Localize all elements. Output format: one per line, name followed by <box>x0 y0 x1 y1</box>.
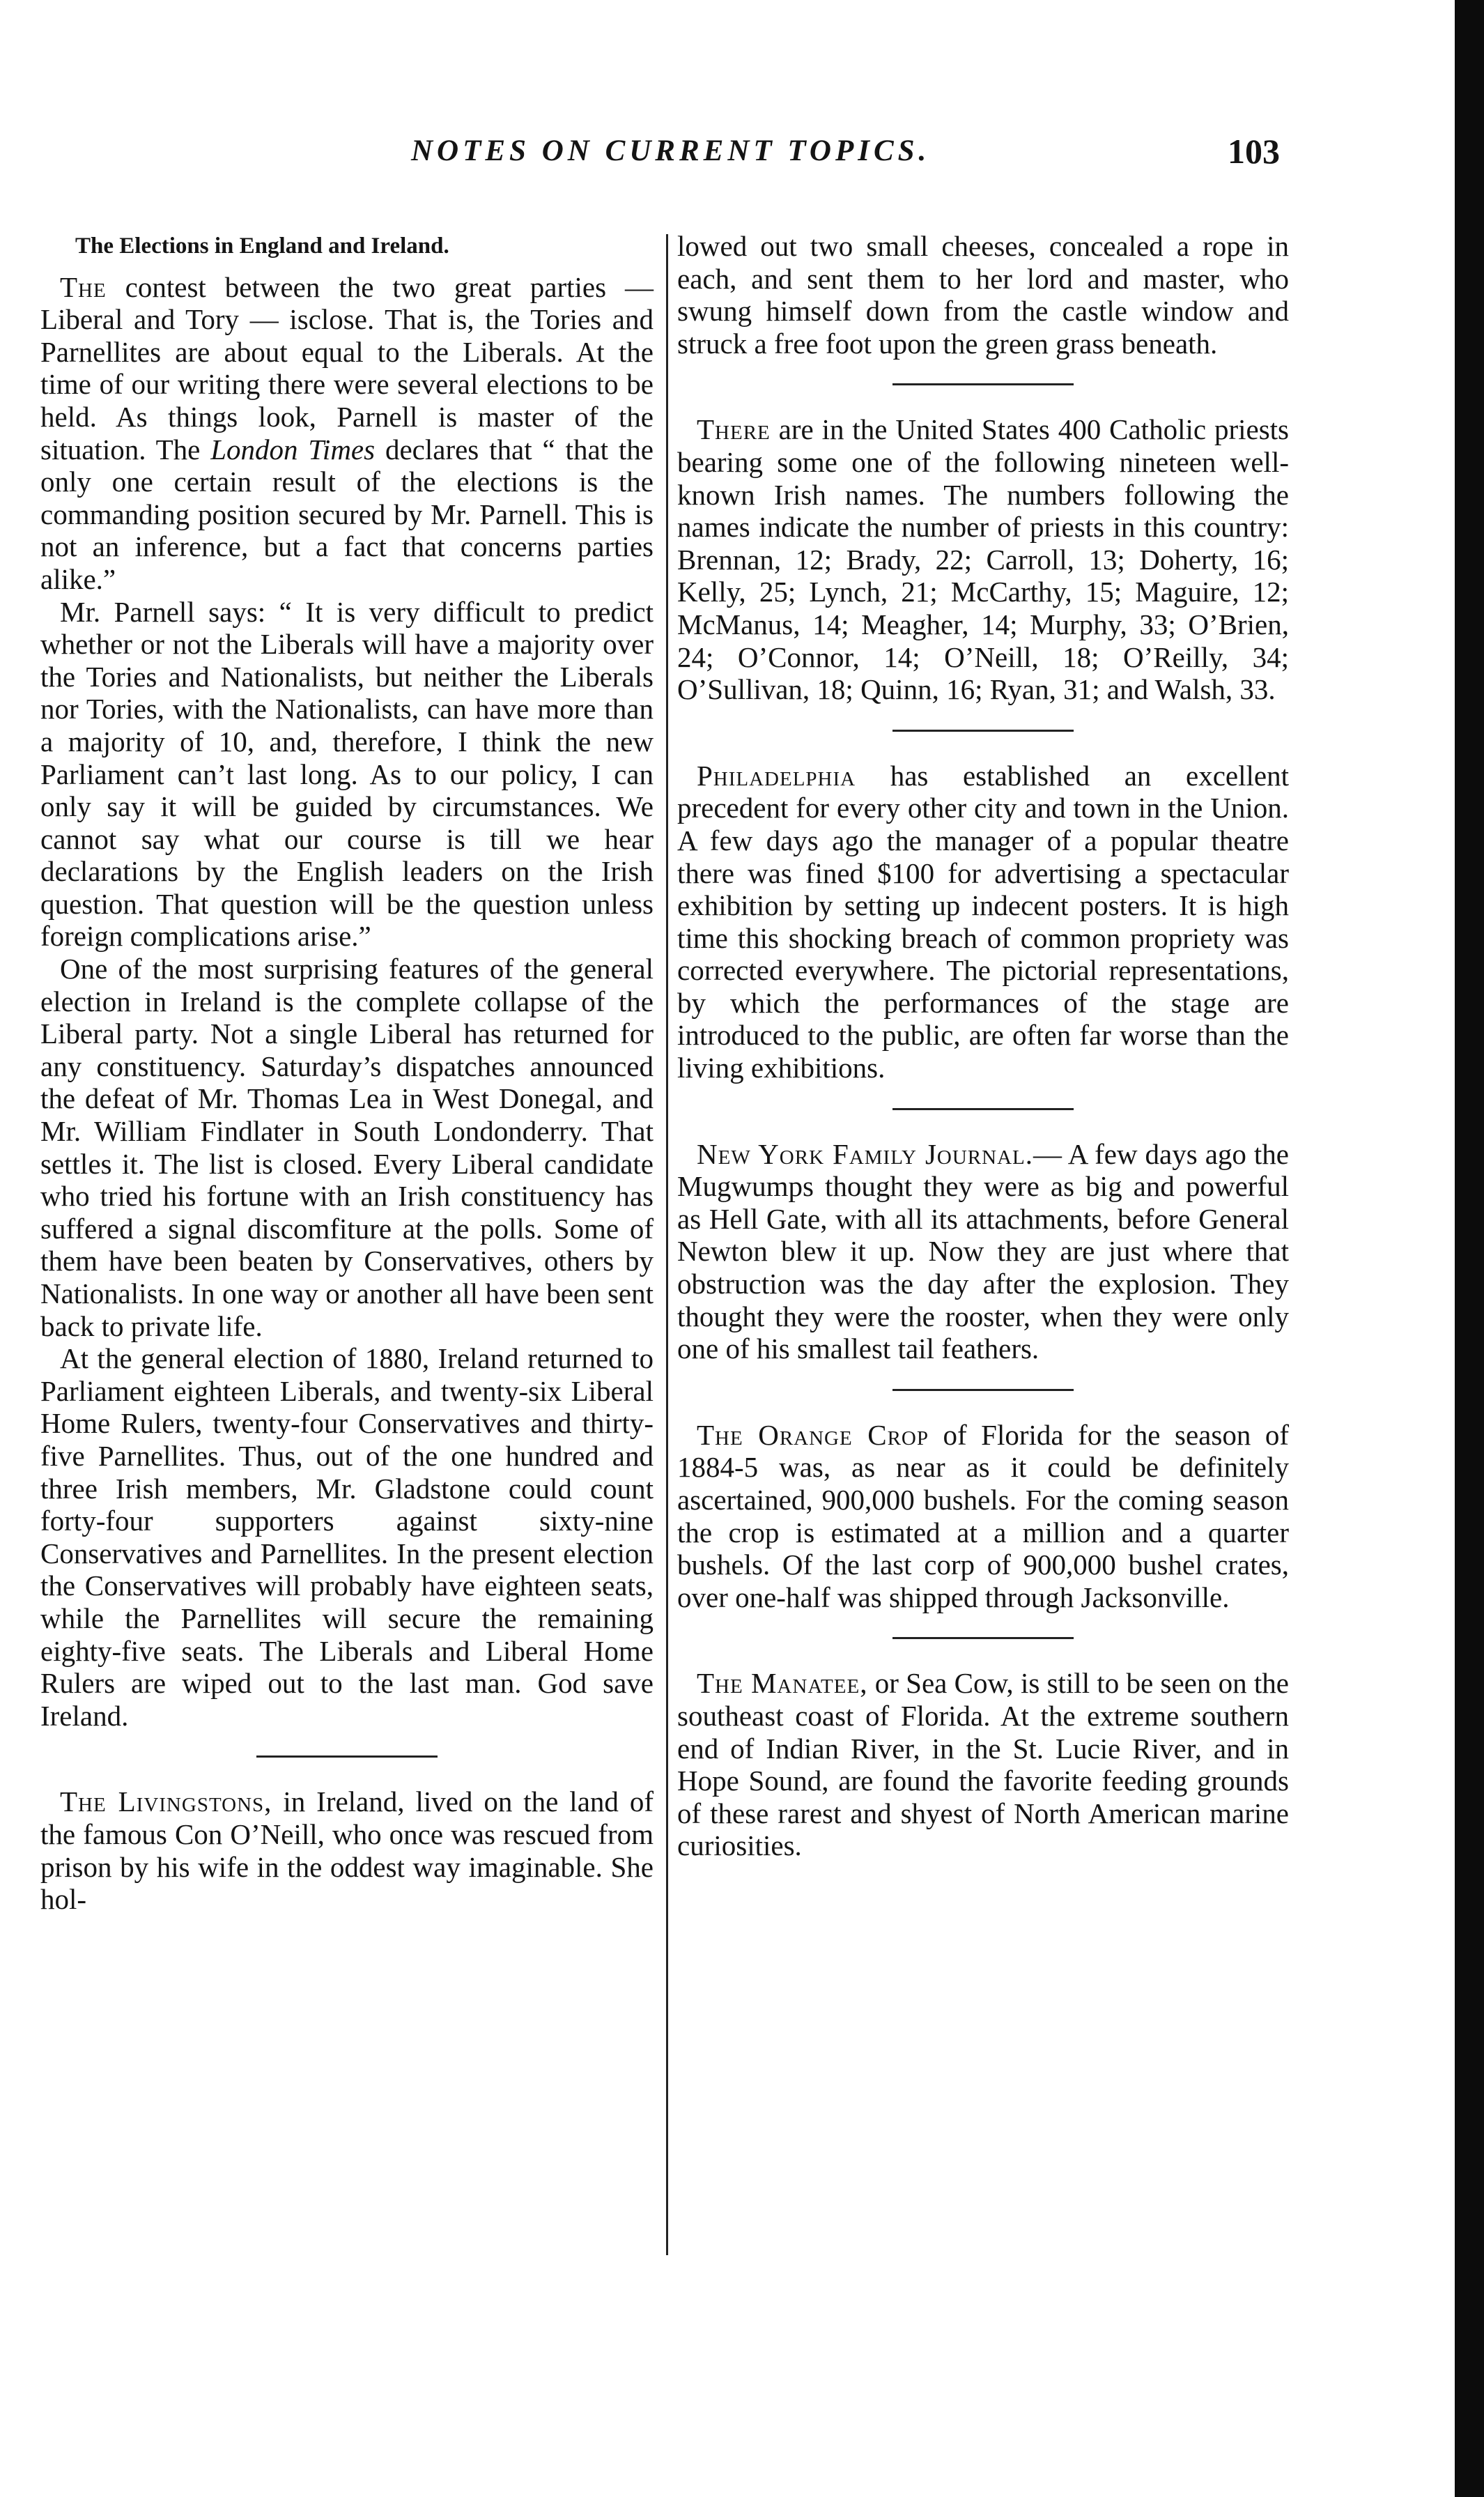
page-number: 103 <box>1228 132 1280 171</box>
article-paragraph: Mr. Parnell says: “ It is very difficult to predict whether or not the Liberals will have a majority over the Tories and Nationalists, but neither the Liberals nor Tories, with the Nationalists, can have more than a majority of 10, and, therefore, I think the new Parliament can’t last long. As to our policy, I can only say it will be guided by circumstances. We cannot say what our course is till we hear declarations by the English leaders on the Irish question. That question will be the question unless foreign complications arise.” <box>40 595 654 953</box>
paragraph-text: or Sea Cow, is still to be seen on the southeast coast of Florida. At the extreme southern end of Indian River, in the St. Lucie River, and in Hope Sound, are found the favorite feeding grounds of these rarest and shyest of North American marine curiosities. <box>677 1667 1289 1862</box>
column-divider <box>666 234 668 2255</box>
section-rule <box>256 1755 438 1758</box>
article-paragraph <box>677 413 1289 705</box>
section-rule <box>892 730 1074 732</box>
section-rule <box>892 383 1074 385</box>
section-rule <box>892 1389 1074 1391</box>
article-paragraph: One of the most surprising features of the general election in Ireland is the complete collapse of the Liberal party. Not a single Liberal has returned for any constituency. Saturday’s dispatches announced the defeat of Mr. Thomas Lea in West Donegal, and Mr. William Findlater in South Londonderry. That settles it. The list is closed. Every Liberal candidate who tried his fortune with an Irish constituency has suffered a signal discomfiture at the polls. Some of them have been beaten by Conservatives, others by Nationalists. In one way or another all have been sent back to private life. <box>40 953 654 1342</box>
lead-word: New York Family Journal. <box>697 1137 1033 1170</box>
paragraph-text: has established an excellent precedent for every other city and town in the Union. A few days ago the manager of a popular theatre there was fined $100 for advertising a spectacular exhibition by setting up indecent posters. It is high time this shocking breach of common propriety was corrected everywhere. The pictorial representations, by which the performances of the stage are introduced to the public, are often far worse than the living exhibitions. <box>677 759 1289 1084</box>
left-column <box>40 230 654 1916</box>
right-column <box>677 230 1289 1862</box>
article-paragraph <box>677 1419 1289 1614</box>
paragraph-text: declares that “ that the only one certain result of the elections is the commanding position secured by Mr. Parnell. This is not an inference, but a fact that concerns parties alike.” <box>40 433 654 595</box>
article-paragraph <box>40 1785 654 1915</box>
paragraph-text: contest between the two great parties — Liberal and Tory — isclose. That is, the Tories and Parnellites are about equal to the Liberals. At the time of our writing there were several elections to be held. As things look, Parnell is master of the situation. The <box>40 270 654 466</box>
lead-word: The Manatee, <box>697 1667 868 1700</box>
section-rule <box>892 1637 1074 1639</box>
paragraph-text: of Florida for the season of 1884-5 was, as near as it could be definitely ascertained, 900,000 bushels. For the coming season the crop is estimated at a million and a quarter bushels. Of the last corp of 900,000 bushel crates, over one-half was shipped through Jacksonville. <box>677 1418 1289 1613</box>
article-paragraph: At the general election of 1880, Ireland returned to Parliament eighteen Liberals, and twenty-six Liberal Home Rulers, twenty-four Conservatives and thirty-five Parnellites. Thus, out of the one hundred and three Irish members, Mr. Gladstone could count forty-four supporters against sixty-nine Conservatives and Parnellites. In the present election the Conservatives will probably have eighteen seats, while the Parnellites will secure the remaining eighty-five seats. The Liberals and Liberal Home Rulers are wiped out to the last man. God save Ireland. <box>40 1342 654 1732</box>
newspaper-title: London Times <box>210 433 376 466</box>
lead-word: The Livingstons, <box>60 1785 272 1818</box>
article-paragraph <box>677 760 1289 1084</box>
article-paragraph <box>677 1138 1289 1365</box>
section-rule <box>892 1108 1074 1110</box>
paragraph-text: in Ireland, lived on the land of the famous Con O’Neill, who once was rescued from prison by his wife in the oddest way imaginable. She hol- <box>40 1785 654 1916</box>
article-heading: The Elections in England and Ireland. <box>75 233 449 259</box>
article-paragraph: lowed out two small cheeses, concealed a rope in each, and sent them to her lord and master, who swung himself down from the castle window and struck a free foot upon the green grass beneath. <box>677 230 1289 360</box>
lead-word: The <box>60 270 107 303</box>
lead-word: Philadelphia <box>697 759 856 792</box>
paragraph-text: — A few days ago the Mugwumps thought they were as big and powerful as Hell Gate, with all its attachments, before General Newton blew it up. Now they are just where that obstruction was the day after the explosion. They thought they were the rooster, when they were only one of his smallest tail feathers. <box>677 1137 1289 1365</box>
page-header <box>0 131 1455 187</box>
running-head: NOTES ON CURRENT TOPICS. <box>411 135 931 167</box>
article-paragraph <box>40 271 654 596</box>
lead-word: There <box>697 413 771 446</box>
page-edge <box>1455 0 1484 2497</box>
paragraph-text: are in the United States 400 Catholic priests bearing some one of the following nineteen well-known Irish names. The numbers following the names indicate the number of priests in this country: Brennan, 12; Brady, 22; Carroll, 13; Doherty, 16; Kelly, 25; Lynch, 21; McCarthy, 15; Maguire, 12; McManus, 14; Meagher, 14; Murphy, 33; O’Brien, 24; O’Connor, 14; O’Neill, 18; O’Reilly, 34; O’Sullivan, 18; Quinn, 16; Ryan, 31; and Walsh, 33. <box>677 413 1289 706</box>
article-paragraph <box>677 1667 1289 1862</box>
lead-word: The Orange Crop <box>697 1418 929 1451</box>
